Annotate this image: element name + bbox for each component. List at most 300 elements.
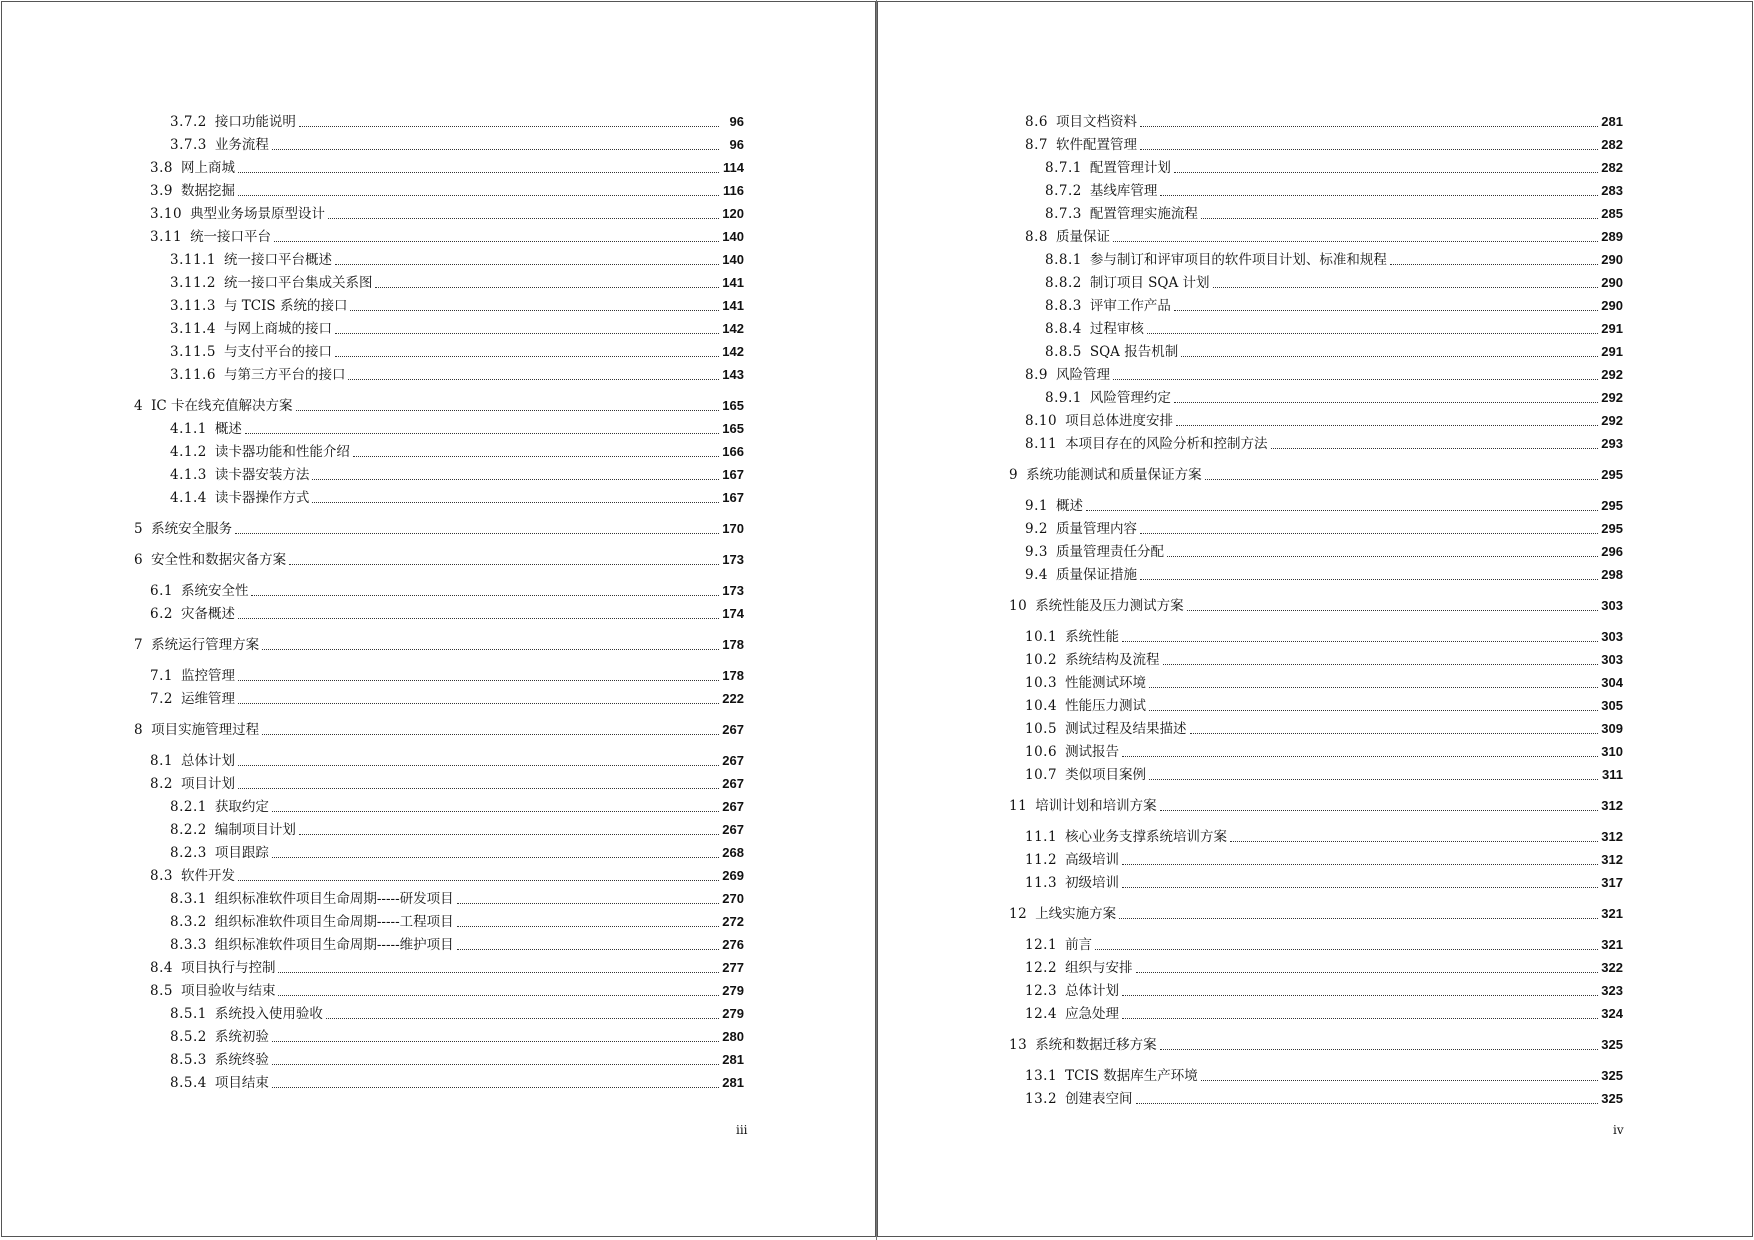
toc-entry-page: 305 xyxy=(1601,698,1623,713)
dot-leader xyxy=(251,595,719,596)
toc-entry[interactable] xyxy=(134,1001,744,1024)
toc-entry-page: 96 xyxy=(729,137,744,152)
toc-entry-number: 8 xyxy=(134,722,144,738)
dot-leader xyxy=(1119,918,1598,919)
dot-leader xyxy=(1140,533,1598,534)
toc-entry-page: 322 xyxy=(1601,960,1623,975)
dot-leader xyxy=(238,618,719,619)
dot-leader xyxy=(238,172,719,173)
dot-leader xyxy=(299,126,719,127)
toc-entry[interactable] xyxy=(134,109,744,132)
toc-entry-number: 7 xyxy=(134,637,144,653)
toc-entry-page: 141 xyxy=(722,298,744,313)
toc-entry-title: 项目总体进度安排 xyxy=(1065,413,1174,429)
dot-leader xyxy=(272,857,719,858)
toc-entry-page: 325 xyxy=(1601,1068,1623,1083)
toc-entry[interactable] xyxy=(1009,739,1623,762)
toc-entry-number: 6.2 xyxy=(150,606,173,622)
toc-entry-title: 系统初验 xyxy=(214,1029,269,1045)
toc-entry-page: 324 xyxy=(1601,1006,1623,1021)
toc-entry-page: 291 xyxy=(1601,344,1623,359)
toc-entry-page: 143 xyxy=(722,367,744,382)
dot-leader xyxy=(1122,641,1598,642)
toc-entry[interactable] xyxy=(1009,932,1623,955)
dot-leader xyxy=(278,972,719,973)
toc-entry[interactable] xyxy=(134,224,744,247)
toc-entry[interactable] xyxy=(1009,539,1623,562)
toc-entry-title: 统一接口平台概述 xyxy=(223,252,332,268)
dot-leader xyxy=(299,834,719,835)
dot-leader xyxy=(272,811,719,812)
toc-entry-number: 8.5.3 xyxy=(170,1052,207,1068)
dot-leader xyxy=(1113,241,1598,242)
toc-entry-title: 安全性和数据灾备方案 xyxy=(151,552,287,568)
dot-leader xyxy=(457,949,719,950)
toc-entry-page: 173 xyxy=(722,583,744,598)
toc-entry-number: 8.8.3 xyxy=(1045,298,1082,314)
dot-leader xyxy=(1390,264,1598,265)
toc-entry-title: 质量保证措施 xyxy=(1055,567,1137,583)
toc-entry-number: 3.7.2 xyxy=(170,114,207,130)
toc-entry-page: 290 xyxy=(1601,298,1623,313)
toc-entry-page: 96 xyxy=(729,114,744,129)
toc-entry-number: 11.2 xyxy=(1025,852,1058,868)
toc-entry-number: 8.3.3 xyxy=(170,937,207,953)
toc-entry-number: 8.7.2 xyxy=(1045,183,1082,199)
toc-entry-page: 114 xyxy=(723,160,744,175)
toc-entry[interactable] xyxy=(134,155,744,178)
toc-entry-page: 167 xyxy=(722,467,744,482)
dot-leader xyxy=(278,995,719,996)
toc-entry-page: 270 xyxy=(722,891,744,906)
dot-leader xyxy=(1136,972,1598,973)
dot-leader xyxy=(375,287,719,288)
toc-entry[interactable] xyxy=(1009,516,1623,539)
toc-entry-title: 项目跟踪 xyxy=(214,845,269,861)
toc-entry[interactable] xyxy=(134,362,744,385)
toc-entry-page: 295 xyxy=(1601,467,1623,482)
toc-entry[interactable] xyxy=(134,909,744,932)
toc-entry-page: 142 xyxy=(722,344,744,359)
toc-entry-number: 8.5.2 xyxy=(170,1029,207,1045)
toc-entry-page: 281 xyxy=(1601,114,1623,129)
dot-leader xyxy=(335,356,719,357)
toc-entry[interactable] xyxy=(1009,408,1623,431)
toc-entry-page: 292 xyxy=(1601,413,1623,428)
toc-entry[interactable] xyxy=(1009,270,1623,293)
dot-leader xyxy=(1205,479,1598,480)
dot-leader xyxy=(1140,579,1598,580)
toc-entry[interactable] xyxy=(1009,462,1623,485)
toc-entry[interactable] xyxy=(1009,1086,1623,1109)
toc-entry-page: 277 xyxy=(722,960,744,975)
toc-list-right xyxy=(1009,109,1623,1109)
dot-leader xyxy=(348,379,719,380)
toc-entry-title: 系统性能及压力测试方案 xyxy=(1035,598,1184,614)
toc-entry[interactable] xyxy=(134,201,744,224)
dot-leader xyxy=(1136,1103,1598,1104)
dot-leader xyxy=(272,149,719,150)
toc-entry[interactable] xyxy=(1009,847,1623,870)
toc-entry[interactable] xyxy=(134,247,744,270)
toc-entry[interactable] xyxy=(1009,1063,1623,1086)
toc-entry-page: 296 xyxy=(1601,544,1623,559)
toc-entry[interactable] xyxy=(1009,955,1623,978)
toc-entry[interactable] xyxy=(1009,978,1623,1001)
toc-entry[interactable] xyxy=(1009,109,1623,132)
dot-leader xyxy=(457,926,719,927)
toc-entry[interactable] xyxy=(134,270,744,293)
dot-leader xyxy=(238,880,719,881)
toc-entry-number: 8.8.2 xyxy=(1045,275,1082,291)
toc-entry-page: 325 xyxy=(1601,1037,1623,1052)
toc-entry-number: 10 xyxy=(1009,598,1028,614)
toc-entry-title: 项目验收与结束 xyxy=(180,983,276,999)
toc-entry-page: 309 xyxy=(1601,721,1623,736)
toc-entry-page: 142 xyxy=(722,321,744,336)
toc-entry[interactable] xyxy=(1009,624,1623,647)
dot-leader xyxy=(312,479,719,480)
toc-entry-page: 222 xyxy=(722,691,744,706)
toc-entry-page: 292 xyxy=(1601,367,1623,382)
dot-leader xyxy=(1149,710,1598,711)
toc-entry[interactable] xyxy=(1009,1001,1623,1024)
toc-entry[interactable] xyxy=(1009,316,1623,339)
toc-entry[interactable] xyxy=(134,863,744,886)
dot-leader xyxy=(1187,610,1598,611)
toc-entry-number: 8.2.1 xyxy=(170,799,207,815)
toc-entry[interactable] xyxy=(1009,793,1623,816)
toc-entry[interactable] xyxy=(1009,362,1623,385)
toc-entry[interactable] xyxy=(134,955,744,978)
toc-entry-page: 267 xyxy=(722,799,744,814)
toc-entry-page: 170 xyxy=(722,521,744,536)
toc-entry-number: 8.3.1 xyxy=(170,891,207,907)
toc-entry[interactable] xyxy=(134,771,744,794)
dot-leader xyxy=(1147,333,1598,334)
toc-entry-title: 测试过程及结果描述 xyxy=(1065,721,1187,737)
toc-entry[interactable] xyxy=(1009,593,1623,616)
toc-entry[interactable] xyxy=(134,1047,744,1070)
toc-entry[interactable] xyxy=(134,601,744,624)
toc-entry-title: 制订项目 SQA 计划 xyxy=(1089,275,1210,291)
toc-entry-number: 8.2 xyxy=(150,776,173,792)
toc-entry-number: 3.7.3 xyxy=(170,137,207,153)
toc-entry-number: 3.9 xyxy=(150,183,173,199)
dot-leader xyxy=(1181,356,1598,357)
toc-entry-title: 培训计划和培训方案 xyxy=(1035,798,1157,814)
toc-entry[interactable] xyxy=(1009,870,1623,893)
toc-entry-number: 8.7 xyxy=(1025,137,1048,153)
toc-entry-number: 9.1 xyxy=(1025,498,1048,514)
toc-entry-title: 项目实施管理过程 xyxy=(151,722,260,738)
toc-entry-title: 项目执行与控制 xyxy=(180,960,276,976)
toc-entry[interactable] xyxy=(1009,647,1623,670)
toc-entry[interactable] xyxy=(134,516,744,539)
toc-entry[interactable] xyxy=(1009,132,1623,155)
dot-leader xyxy=(235,533,719,534)
toc-entry[interactable] xyxy=(134,485,744,508)
toc-entry-page: 173 xyxy=(722,552,744,567)
toc-entry[interactable] xyxy=(1009,493,1623,516)
toc-entry-title: 核心业务支撑系统培训方案 xyxy=(1065,829,1228,845)
toc-entry-title: 配置管理实施流程 xyxy=(1089,206,1198,222)
toc-entry-page: 295 xyxy=(1601,521,1623,536)
toc-entry-page: 312 xyxy=(1601,829,1623,844)
dot-leader xyxy=(262,734,719,735)
dot-leader xyxy=(272,1087,719,1088)
toc-page-left xyxy=(1,1,876,1237)
toc-entry[interactable] xyxy=(1009,1032,1623,1055)
dot-leader xyxy=(262,649,719,650)
toc-entry-title: 总体计划 xyxy=(1065,983,1120,999)
toc-entry-page: 295 xyxy=(1601,498,1623,513)
toc-entry[interactable] xyxy=(1009,670,1623,693)
toc-entry-title: 质量管理内容 xyxy=(1055,521,1137,537)
toc-entry[interactable] xyxy=(134,886,744,909)
dot-leader xyxy=(1201,218,1598,219)
toc-entry[interactable] xyxy=(1009,431,1623,454)
toc-entry-page: 290 xyxy=(1601,252,1623,267)
toc-entry-number: 4 xyxy=(134,398,144,414)
toc-entry-number: 8.7.1 xyxy=(1045,160,1082,176)
toc-entry-number: 9.4 xyxy=(1025,567,1048,583)
toc-entry-title: 组织标准软件项目生命周期-----研发项目 xyxy=(214,891,454,907)
toc-entry-page: 116 xyxy=(723,183,744,198)
dot-leader xyxy=(1174,402,1598,403)
toc-entry-page: 279 xyxy=(722,983,744,998)
toc-entry[interactable] xyxy=(134,178,744,201)
toc-entry-number: 8.8 xyxy=(1025,229,1048,245)
dot-leader xyxy=(353,456,719,457)
toc-entry-number: 9.2 xyxy=(1025,521,1048,537)
toc-entry-page: 267 xyxy=(722,722,744,737)
dot-leader xyxy=(457,903,719,904)
toc-entry[interactable] xyxy=(134,339,744,362)
toc-entry[interactable] xyxy=(134,932,744,955)
toc-entry-number: 10.5 xyxy=(1025,721,1058,737)
toc-entry[interactable] xyxy=(134,416,744,439)
toc-entry[interactable] xyxy=(134,794,744,817)
toc-entry[interactable] xyxy=(134,748,744,771)
dot-leader xyxy=(238,788,719,789)
dot-leader xyxy=(312,502,719,503)
toc-entry[interactable] xyxy=(1009,562,1623,585)
dot-leader xyxy=(245,433,719,434)
toc-entry-number: 8.2.2 xyxy=(170,822,207,838)
toc-entry-title: 统一接口平台 xyxy=(190,229,272,245)
toc-entry-number: 10.2 xyxy=(1025,652,1058,668)
toc-entry[interactable] xyxy=(1009,385,1623,408)
toc-entry-title: 高级培训 xyxy=(1065,852,1120,868)
toc-entry-title: 灾备概述 xyxy=(180,606,235,622)
dot-leader xyxy=(1140,126,1598,127)
dot-leader xyxy=(1122,1018,1598,1019)
toc-entry-title: 项目结束 xyxy=(214,1075,269,1091)
toc-entry-number: 5 xyxy=(134,521,144,537)
dot-leader xyxy=(335,264,719,265)
toc-entry[interactable] xyxy=(1009,247,1623,270)
dot-leader xyxy=(1230,841,1598,842)
dot-leader xyxy=(238,703,719,704)
toc-entry-number: 8.3.2 xyxy=(170,914,207,930)
toc-entry-page: 323 xyxy=(1601,983,1623,998)
toc-entry[interactable] xyxy=(1009,155,1623,178)
dot-leader xyxy=(238,195,719,196)
toc-entry-number: 10.3 xyxy=(1025,675,1058,691)
toc-entry[interactable] xyxy=(134,439,744,462)
toc-entry[interactable] xyxy=(1009,762,1623,785)
toc-entry-page: 269 xyxy=(722,868,744,883)
dot-leader xyxy=(350,310,719,311)
toc-entry-number: 12.1 xyxy=(1025,937,1058,953)
dot-leader xyxy=(1122,887,1598,888)
toc-entry-number: 10.6 xyxy=(1025,744,1058,760)
toc-entry-title: 读卡器操作方式 xyxy=(214,490,310,506)
toc-entry-title: 网上商城 xyxy=(180,160,235,176)
toc-entry-title: 与支付平台的接口 xyxy=(223,344,332,360)
toc-entry-page: 268 xyxy=(722,845,744,860)
toc-entry[interactable] xyxy=(134,663,744,686)
toc-entry-page: 291 xyxy=(1601,321,1623,336)
toc-entry-title: 基线库管理 xyxy=(1089,183,1158,199)
toc-entry[interactable] xyxy=(1009,178,1623,201)
toc-entry-title: 系统运行管理方案 xyxy=(151,637,260,653)
toc-entry-page: 167 xyxy=(722,490,744,505)
toc-entry-title: 与第三方平台的接口 xyxy=(223,367,346,383)
toc-entry-page: 310 xyxy=(1601,744,1623,759)
toc-entry-number: 11 xyxy=(1009,798,1028,814)
toc-entry[interactable] xyxy=(134,1024,744,1047)
toc-entry[interactable] xyxy=(134,578,744,601)
dot-leader xyxy=(238,680,719,681)
toc-entry[interactable] xyxy=(134,632,744,655)
toc-entry-number: 6 xyxy=(134,552,144,568)
toc-entry-number: 8.3 xyxy=(150,868,173,884)
toc-entry[interactable] xyxy=(134,316,744,339)
toc-entry-number: 12 xyxy=(1009,906,1028,922)
toc-entry-title: 组织与安排 xyxy=(1065,960,1133,976)
toc-entry-number: 3.11 xyxy=(150,229,183,245)
toc-entry[interactable] xyxy=(134,393,744,416)
toc-entry-number: 3.11.5 xyxy=(170,344,216,360)
toc-entry-title: 系统性能 xyxy=(1065,629,1120,645)
dot-leader xyxy=(1160,195,1598,196)
toc-entry-page: 174 xyxy=(722,606,744,621)
dot-leader xyxy=(328,218,719,219)
toc-entry-title: 项目文档资料 xyxy=(1055,114,1137,130)
dot-leader xyxy=(296,410,719,411)
toc-entry-number: 8.5.4 xyxy=(170,1075,207,1091)
dot-leader xyxy=(1122,995,1598,996)
toc-entry[interactable] xyxy=(1009,901,1623,924)
toc-entry-number: 4.1.1 xyxy=(170,421,207,437)
dot-leader xyxy=(1149,687,1598,688)
dot-leader xyxy=(1160,1049,1598,1050)
toc-entry[interactable] xyxy=(134,132,744,155)
toc-entry-number: 3.11.2 xyxy=(170,275,216,291)
toc-entry[interactable] xyxy=(134,462,744,485)
toc-entry-title: 系统安全服务 xyxy=(151,521,233,537)
toc-entry-title: 组织标准软件项目生命周期-----维护项目 xyxy=(214,937,454,953)
toc-entry[interactable] xyxy=(1009,693,1623,716)
toc-entry-number: 10.4 xyxy=(1025,698,1058,714)
toc-entry-title: 类似项目案例 xyxy=(1065,767,1147,783)
toc-entry-number: 3.11.6 xyxy=(170,367,216,383)
toc-entry[interactable] xyxy=(134,717,744,740)
toc-entry-page: 165 xyxy=(722,421,744,436)
dot-leader xyxy=(1149,779,1598,780)
toc-entry-title: 系统功能测试和质量保证方案 xyxy=(1026,467,1202,483)
toc-entry[interactable] xyxy=(134,686,744,709)
toc-entry-page: 140 xyxy=(722,229,744,244)
toc-entry-page: 282 xyxy=(1601,160,1623,175)
toc-entry-number: 8.1 xyxy=(150,753,173,769)
toc-entry-title: 接口功能说明 xyxy=(214,114,296,130)
toc-entry-title: 组织标准软件项目生命周期-----工程项目 xyxy=(214,914,454,930)
toc-entry-title: 参与制订和评审项目的软件项目计划、标准和规程 xyxy=(1089,252,1387,268)
toc-entry-page: 165 xyxy=(722,398,744,413)
toc-entry-number: 11.3 xyxy=(1025,875,1058,891)
toc-entry-number: 8.8.1 xyxy=(1045,252,1082,268)
dot-leader xyxy=(1167,556,1598,557)
page-number: iv xyxy=(1613,1123,1624,1137)
toc-entry[interactable] xyxy=(1009,201,1623,224)
toc-entry-number: 3.11.3 xyxy=(170,298,216,314)
toc-entry-number: 4.1.4 xyxy=(170,490,207,506)
toc-entry-page: 141 xyxy=(722,275,744,290)
toc-entry-title: 初级培训 xyxy=(1065,875,1120,891)
toc-entry[interactable] xyxy=(1009,716,1623,739)
toc-entry[interactable] xyxy=(1009,293,1623,316)
toc-entry-title: 与 TCIS 系统的接口 xyxy=(223,298,348,314)
toc-entry[interactable] xyxy=(134,840,744,863)
toc-entry-number: 3.11.1 xyxy=(170,252,216,268)
toc-entry-number: 8.10 xyxy=(1025,413,1058,429)
toc-entry-number: 3.10 xyxy=(150,206,183,222)
toc-entry-title: 创建表空间 xyxy=(1065,1091,1133,1107)
toc-entry-page: 311 xyxy=(1602,767,1623,782)
toc-entry-page: 276 xyxy=(722,937,744,952)
toc-entry-title: TCIS 数据库生产环境 xyxy=(1065,1068,1198,1084)
dot-leader xyxy=(326,1018,719,1019)
dot-leader xyxy=(274,241,719,242)
toc-entry-title: 总体计划 xyxy=(180,753,235,769)
toc-entry-number: 7.2 xyxy=(150,691,173,707)
toc-entry-number: 12.2 xyxy=(1025,960,1058,976)
toc-entry-title: 系统终验 xyxy=(214,1052,269,1068)
toc-entry[interactable] xyxy=(134,293,744,316)
toc-entry[interactable] xyxy=(134,978,744,1001)
toc-entry-number: 8.4 xyxy=(150,960,173,976)
toc-entry[interactable] xyxy=(134,547,744,570)
dot-leader xyxy=(1163,664,1598,665)
toc-entry-page: 303 xyxy=(1601,652,1623,667)
toc-entry-title: SQA 报告机制 xyxy=(1089,344,1179,360)
toc-entry-page: 281 xyxy=(722,1052,744,1067)
toc-entry[interactable] xyxy=(134,817,744,840)
toc-entry[interactable] xyxy=(1009,824,1623,847)
toc-entry[interactable] xyxy=(134,1070,744,1093)
toc-entry-number: 8.5.1 xyxy=(170,1006,207,1022)
toc-entry-number: 12.3 xyxy=(1025,983,1058,999)
toc-entry[interactable] xyxy=(1009,339,1623,362)
toc-entry-page: 303 xyxy=(1601,629,1623,644)
dot-leader xyxy=(1095,949,1598,950)
dot-leader xyxy=(1174,310,1598,311)
dot-leader xyxy=(335,333,719,334)
toc-entry[interactable] xyxy=(1009,224,1623,247)
